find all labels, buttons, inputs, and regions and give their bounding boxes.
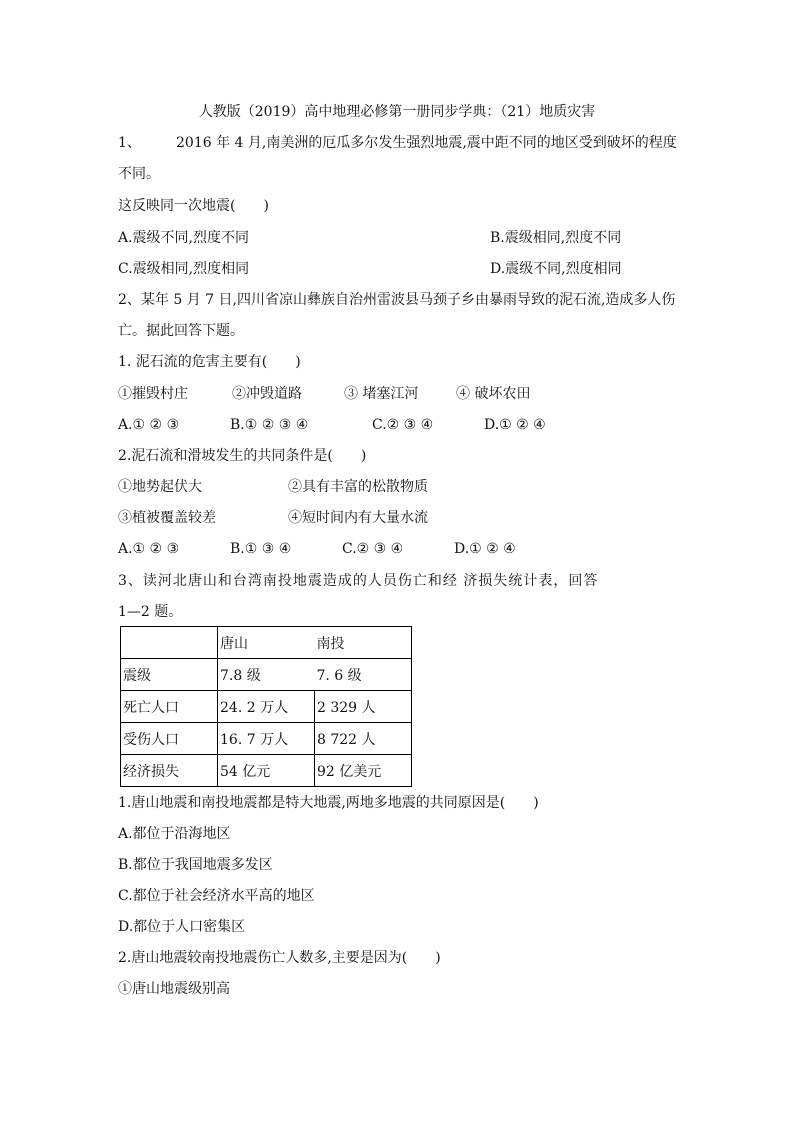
q2-sub1-stem: 1. 泥石流的危害主要有( ): [118, 354, 301, 370]
q2-sub2-option-a: A.① ② ③: [118, 541, 180, 557]
table-row: [121, 755, 412, 787]
q2-stem-line1: 2、某年 5 月 7 日,四川省凉山彝族自治州雷波县马颈子乡由暴雨导致的泥石流,造成多人伤: [118, 292, 676, 308]
q1-option-c: C.震级相同,烈度相同: [118, 261, 250, 277]
q3-sub1-option-d: D.都位于人口密集区: [118, 919, 246, 935]
q2-sub2-item-1: ①地势起伏大: [118, 479, 202, 495]
table-cell: 7. 6 级: [315, 659, 412, 691]
q1-stem-line3: 这反映同一次地震( ): [118, 198, 269, 214]
q2-sub1-item-3: ③ 堵塞江河: [344, 386, 419, 402]
table-header-row: [121, 627, 412, 659]
q2-sub2-item-3: ③植被覆盖较差: [118, 510, 216, 526]
q3-sub1-stem: 1.唐山地震和南投地震都是特大地震,两地多地震的共同原因是( ): [118, 795, 539, 811]
document-title: 人教版（2019）高中地理必修第一册同步学典：（21）地质灾害: [198, 104, 596, 120]
table-cell: 2 329 人: [315, 691, 412, 723]
table-cell: 受伤人口: [121, 723, 218, 755]
q2-sub1-item-1: ①摧毁村庄: [118, 386, 188, 402]
q2-sub2-option-c: C.② ③ ④: [342, 541, 404, 557]
table-cell: 死亡人口: [121, 691, 218, 723]
table-row: [121, 691, 412, 723]
table-header-cell: [121, 627, 218, 659]
table-row: [121, 723, 412, 755]
q3-sub2-stem: 2.唐山地震较南投地震伤亡人数多,主要是因为( ): [118, 950, 441, 966]
q2-sub1-option-a: A.① ② ③: [118, 417, 180, 433]
table-cell: 震级: [121, 659, 218, 691]
q1-option-b: B.震级相同,烈度不同: [490, 230, 622, 246]
q3-sub1-option-b: B.都位于我国地震多发区: [118, 857, 273, 873]
q2-sub2-stem: 2.泥石流和滑坡发生的共同条件是( ): [118, 448, 367, 464]
earthquake-stats-table: [120, 626, 412, 787]
q2-sub1-item-2: ②冲毁道路: [232, 386, 302, 402]
table-cell: 7.8 级: [218, 659, 315, 691]
q3-sub2-item-1: ①唐山地震级别高: [118, 981, 230, 997]
q2-sub2-item-2: ②具有丰富的松散物质: [288, 479, 428, 495]
table-header-cell: 唐山: [218, 627, 315, 659]
table-cell: 16. 7 万人: [218, 723, 315, 755]
q2-sub1-option-d: D.① ② ④: [484, 417, 546, 433]
table-cell: 8 722 人: [315, 723, 412, 755]
q1-stem-line1: 2016 年 4 月,南美洲的厄瓜多尔发生强烈地震,震中距不同的地区受到破坏的程度: [176, 135, 677, 151]
q3-sub1-option-c: C.都位于社会经济水平高的地区: [118, 888, 315, 904]
q3-stem-line1: 3、读河北唐山和台湾南投地震造成的人员伤亡和经 济损失统计表，回答: [118, 573, 599, 589]
table-row: [121, 659, 412, 691]
q2-sub1-option-c: C.② ③ ④: [372, 417, 434, 433]
table-cell: 24. 2 万人: [218, 691, 315, 723]
q2-stem-line2: 亡。据此回答下题。: [118, 323, 244, 339]
q1-option-d: D.震级不同,烈度相同: [490, 261, 622, 277]
q3-stem-line2: 1—2 题。: [118, 604, 183, 620]
q1-number: 1、: [118, 135, 141, 151]
q2-sub2-option-d: D.① ② ④: [454, 541, 516, 557]
q2-sub2-item-4: ④短时间内有大量水流: [288, 510, 428, 526]
table-cell: 经济损失: [121, 755, 218, 787]
q2-sub1-item-4: ④ 破坏农田: [456, 386, 531, 402]
q3-sub1-option-a: A.都位于沿海地区: [118, 826, 231, 842]
q2-sub1-option-b: B.① ② ③ ④: [230, 417, 309, 433]
table-header-cell: 南投: [315, 627, 412, 659]
q1-stem-line2: 不同。: [118, 166, 160, 182]
table-cell: 54 亿元: [218, 755, 315, 787]
q2-sub2-option-b: B.① ③ ④: [230, 541, 292, 557]
table-cell: 92 亿美元: [315, 755, 412, 787]
q1-option-a: A.震级不同,烈度不同: [118, 230, 250, 246]
